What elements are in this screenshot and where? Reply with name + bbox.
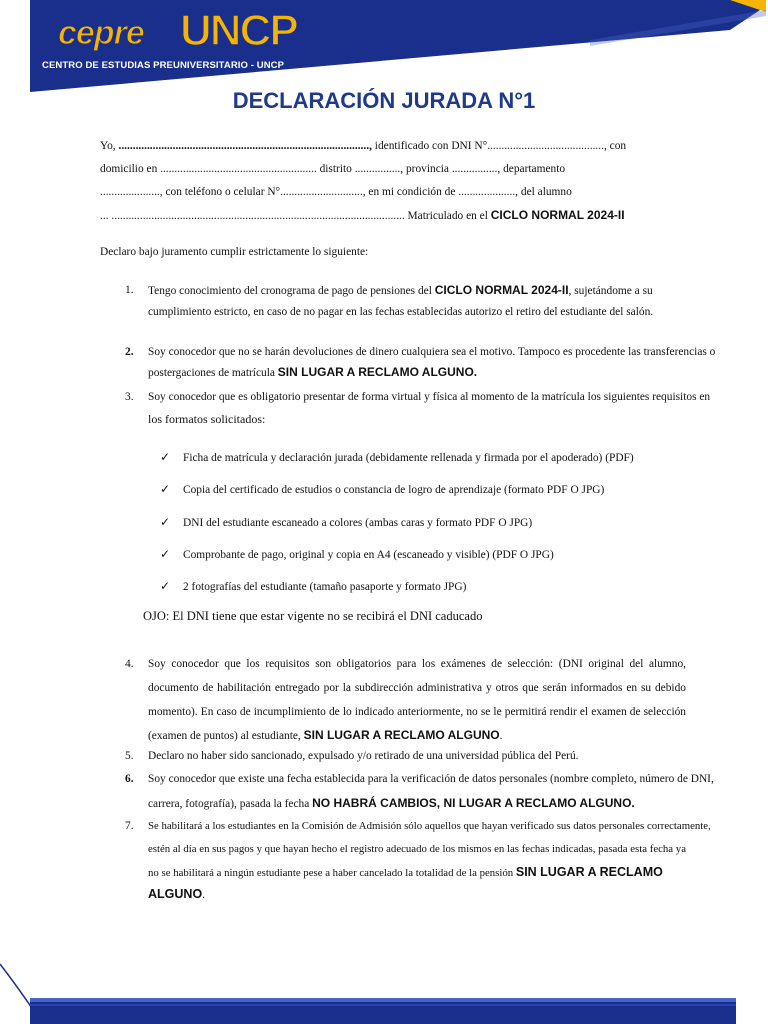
declaro-text: Declaro bajo juramento cumplir estrictamente lo siguiente: (100, 246, 369, 258)
item-7-number: 7. (125, 820, 134, 832)
intro-line-3: ....................., con teléfono o celular N°............................., en mi condición de ...................., del alumno (100, 186, 572, 198)
item-4-period: . (499, 730, 503, 742)
intro-line-2: domicilio en ....................................................... distrito ................, provincia ................, departamento (100, 163, 566, 175)
item-3-number: 3. (125, 391, 134, 403)
item-1-line-1 (148, 284, 688, 297)
check-icon: ✓ (160, 579, 171, 593)
intro-yo: Yo, (100, 140, 119, 152)
item-1-text-a: Tengo conocimiento del cronograma de pago de pensiones del (148, 285, 435, 297)
item-7-alguno: ALGUNO (148, 887, 203, 901)
item-7-text-a: no se habilitará a ningún estudiante pese a haber cancelado la totalidad de la pensión (148, 867, 516, 879)
header-subtitle: CENTRO DE ESTUDIAS PREUNIVERSITARIO - UNCP (42, 60, 285, 71)
intro-ciclo: CICLO NORMAL 2024-II (490, 208, 625, 222)
item-6-line-1: Soy conocedor que existe una fecha establecida para la verificación de datos personales (nombre completo, número de DNI, (148, 773, 714, 785)
item-4-number: 4. (125, 658, 134, 670)
item-7-line-2: estén al día en sus pagos y que hayan hecho el registro adecuado de los mismos en las fechas indicadas, pasada esta fecha ya (148, 843, 686, 855)
item-6-number: 6. (125, 773, 134, 785)
item-4-line-4 (148, 729, 502, 742)
check-icon: ✓ (160, 515, 171, 529)
check-item-5: 2 fotografías del estudiante (tamaño pasaporte y formato JPG) (183, 581, 467, 593)
item-5-number: 5. (125, 750, 134, 762)
footer-bar (30, 998, 736, 1024)
item-6-line-2 (148, 797, 635, 810)
item-4-line-1: Soy conocedor que los requisitos son obligatorios para los exámenes de selección: (DNI original del alumno, (148, 658, 686, 670)
item-2-line-2 (148, 366, 477, 379)
item-6-reclamo: NO HABRÁ CAMBIOS, NI LUGAR A RECLAMO ALGUNO. (312, 796, 635, 810)
check-item-1: Ficha de matrícula y declaración jurada (debidamente rellenada y firmada por el apoderado) (PDF) (183, 452, 634, 464)
item-5-line-1: Declaro no haber sido sancionado, expulsado y/o retirado de una universidad pública del Perú. (148, 750, 579, 762)
item-4-reclamo: SIN LUGAR A RECLAMO ALGUNO (303, 728, 500, 742)
item-2-line-1: Soy conocedor que no se harán devoluciones de dinero cualquiera sea el motivo. Tampoco es procedente las transferencias o (148, 346, 716, 358)
item-7-line-1: Se habilitará a los estudiantes en la Comisión de Admisión sólo aquellos que hayan verificado sus datos personales correctamente, (148, 820, 711, 832)
logo-cepre-text: cepre (58, 14, 144, 52)
item-1-line-2: cumplimiento estricto, en caso de no pagar en las fechas establecidas autorizo el retiro del estudiante del salón. (148, 306, 654, 318)
item-2-text-a: postergaciones de matrícula (148, 367, 278, 379)
item-2-reclamo: SIN LUGAR A RECLAMO ALGUNO. (277, 365, 478, 379)
item-1-number: 1. (125, 284, 134, 296)
check-item-4: Comprobante de pago, original y copia en A4 (escaneado y visible) (PDF O JPG) (183, 549, 554, 561)
item-4-text-a: (examen de puntos) al estudiante, (148, 730, 304, 742)
check-icon: ✓ (160, 482, 171, 496)
header-banner (30, 0, 766, 92)
item-7-reclamo: SIN LUGAR A RECLAMO (515, 865, 663, 879)
ojo-note: OJO: El DNI tiene que estar vigente no se recibirá el DNI caducado (143, 609, 483, 623)
page-title: DECLARACIÓN JURADA N°1 (232, 88, 536, 113)
item-7-line-4 (148, 888, 205, 901)
item-1-ciclo: CICLO NORMAL 2024-II (434, 283, 569, 297)
check-icon: ✓ (160, 547, 171, 561)
item-4-line-2: documento de habilitación entregado por la subdirección administrativa y otros que serán informados en su debido (148, 682, 686, 694)
check-icon: ✓ (160, 450, 171, 464)
item-6-text-a: carrera, fotografía), pasada la fecha (148, 798, 313, 810)
intro-name-dots: ........................................................................................, (118, 140, 375, 152)
logo-uncp-text: UNCP (180, 6, 297, 55)
intro-matriculado: ... ....................................................................................................... Matriculado en el (100, 210, 491, 222)
intro-line-4 (100, 209, 625, 222)
item-7-line-3 (148, 866, 663, 879)
intro-dni: identificado con DNI N°........................................., con (374, 140, 627, 152)
check-item-3: DNI del estudiante escaneado a colores (ambas caras y formato PDF O JPG) (183, 517, 533, 529)
intro-line-1 (100, 140, 685, 152)
item-3-line-2: los formatos solicitados: (148, 412, 266, 426)
item-3-line-1: Soy conocedor que es obligatorio presentar de forma virtual y física al momento de la matrícula los siguientes requisitos en (148, 391, 711, 403)
item-7-period: . (202, 889, 206, 901)
item-2-number: 2. (125, 346, 134, 358)
item-4-line-3: momento). En caso de incumplimiento de lo indicado anteriormente, no se le permitirá rendir el examen de selección (148, 706, 686, 718)
item-1-text-c: , sujetándome a su (568, 285, 653, 297)
check-item-2: Copia del certificado de estudios o constancia de logro de aprendizaje (formato PDF O JPG) (183, 484, 605, 496)
